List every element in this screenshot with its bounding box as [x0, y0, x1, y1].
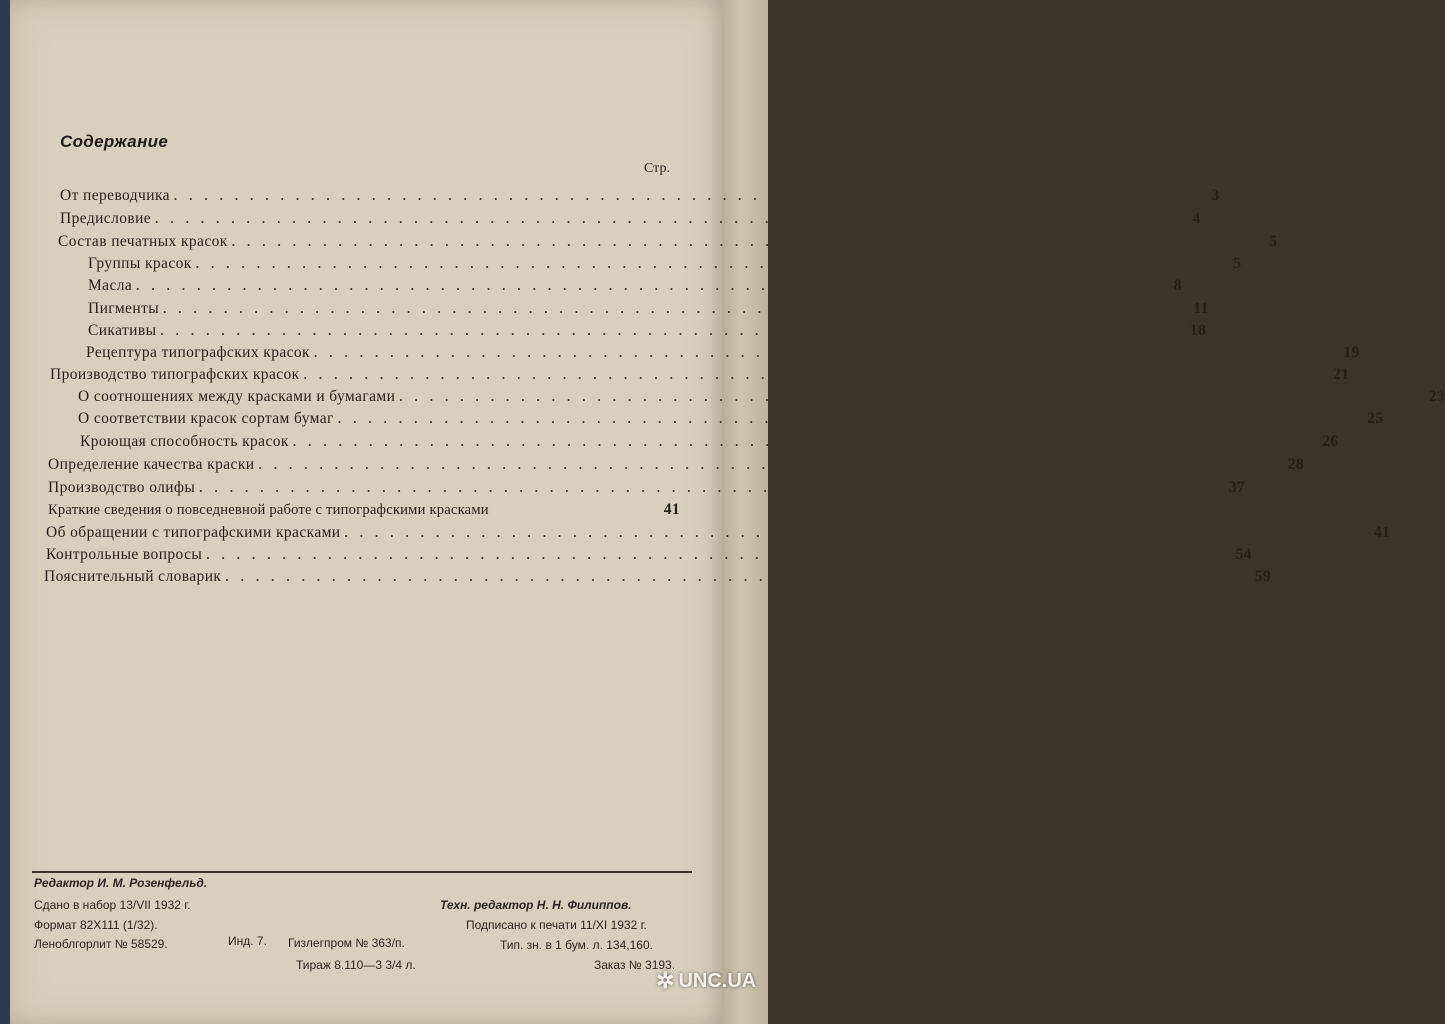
toc-entry	[60, 187, 1220, 209]
toc-entry-title: Пояснительный словарик	[44, 568, 222, 585]
toc-leader: ...................................................................	[173, 188, 1196, 203]
toc-entry-page: 5	[1233, 255, 1242, 272]
toc-leader: ...................................................................	[155, 211, 1177, 226]
toc-entry-page: 11	[1193, 300, 1209, 317]
imprint-gizlegprom: Гизлегпром № 363/п.	[288, 936, 405, 950]
toc-entry-page: 26	[1322, 433, 1339, 450]
toc-entry-title: Рецептура типографских красок	[86, 344, 310, 361]
imprint-sent-to-set: Сдано в набор 13/VII 1932 г.	[34, 898, 191, 912]
toc-entry-title: Сикативы	[88, 322, 157, 339]
toc-leader: ...................................................................	[337, 411, 1360, 426]
toc-entry-title: О соответствии красок сортам бумаг	[78, 410, 334, 427]
toc-leader: ...................................................................	[399, 389, 1422, 404]
toc-leader: ...................................................................	[206, 547, 1228, 562]
toc-entry-title: Группы красок	[88, 255, 192, 272]
toc-leader: ...................................................................	[258, 457, 1281, 472]
imprint-format: Формат 82Х111 (1/32).	[34, 918, 158, 932]
toc-leader: ...................................................................	[344, 525, 1367, 540]
imprint-tirazh: Тираж 8.110—3 3/4 л.	[296, 958, 416, 972]
toc-entry-title: От переводчика	[60, 187, 170, 204]
toc-entry-page: 19	[1343, 344, 1360, 361]
toc-leader: ...................................................................	[163, 301, 1185, 316]
toc-leader: ...................................................................	[199, 480, 1221, 495]
toc-entry	[48, 501, 680, 523]
toc-entry	[44, 568, 1272, 590]
toc-entry-page: 23	[1428, 388, 1445, 405]
imprint-index: Инд. 7.	[228, 934, 267, 948]
imprint-editor: Редактор И. М. Розенфельд.	[34, 876, 208, 890]
toc-entry-page: 41	[1373, 524, 1391, 541]
toc-entry-page: 54	[1235, 546, 1252, 563]
toc-entry	[86, 344, 1360, 366]
toc-entry-title: Об обращении с типографскими красками	[46, 524, 341, 541]
watermark	[656, 968, 756, 994]
toc-entry	[46, 524, 1391, 546]
toc-entry	[78, 410, 1384, 432]
toc-entry	[88, 255, 1242, 277]
imprint-tech-editor: Техн. редактор Н. Н. Филиппов.	[440, 898, 632, 912]
toc-entry	[80, 433, 1339, 455]
toc-entry-page: 28	[1287, 456, 1305, 473]
toc-entry-page: 59	[1254, 568, 1272, 585]
toc-entry-page: 25	[1367, 410, 1384, 427]
toc-entry-page: 4	[1192, 210, 1201, 227]
toc-entry	[48, 456, 1305, 478]
toc-entry	[46, 546, 1252, 568]
toc-entry	[50, 366, 1350, 388]
toc-entry-page: 21	[1333, 366, 1350, 383]
toc-entry-title: О соотношениях между красками и бумагами	[78, 388, 396, 405]
toc-entry	[88, 322, 1207, 344]
imprint-signed: Подписано к печати 11/XI 1932 г.	[466, 918, 647, 932]
toc-entry-page: 18	[1189, 322, 1207, 339]
toc-entry-title: Производство типографских красок	[50, 366, 300, 383]
toc-entry	[78, 388, 1445, 410]
toc-entry-title: Контрольные вопросы	[46, 546, 203, 563]
imprint-typ-zn: Тип. зн. в 1 бум. л. 134,160.	[500, 938, 653, 952]
toc-leader: ...................................................................	[231, 234, 1254, 249]
toc-entry-title: Определение качества краски	[48, 456, 255, 473]
toc-entry	[60, 210, 1201, 232]
toc-leader: ...................................................................	[136, 278, 1158, 293]
toc-leader: ...................................................................	[225, 569, 1248, 584]
toc-entry	[58, 233, 1278, 255]
toc-entry-page: 41	[663, 501, 680, 518]
toc-entry-title: Масла	[88, 277, 133, 294]
page-title: Содержание	[60, 132, 169, 151]
page-column-label: Стр.	[644, 161, 670, 176]
watermark-text: UNC.UA	[678, 969, 757, 992]
toc-entry-title: Краткие сведения о повседневной работе с типографскими красками	[48, 502, 489, 518]
toc-entry-page: 5	[1269, 233, 1278, 250]
toc-entry-title: Производство олифы	[48, 479, 196, 496]
toc-leader: ...................................................................	[160, 323, 1183, 338]
imprint-lengorlit: Леноблгорлит № 58529.	[34, 937, 168, 951]
toc-entry-page: 3	[1211, 187, 1220, 204]
toc-leader: ...................................................................	[303, 367, 1326, 382]
toc-entry	[88, 277, 1182, 299]
toc-leader: ...................................................................	[292, 434, 1315, 449]
imprint-divider	[32, 871, 692, 873]
snowflake-icon: ✲	[656, 968, 675, 993]
toc-entry-title: Состав печатных красок	[58, 233, 228, 250]
toc-entry-page: 8	[1173, 277, 1182, 294]
toc-leader: ...................................................................	[313, 345, 1336, 360]
toc-entry-title: Пигменты	[88, 300, 160, 317]
toc-entry	[88, 300, 1209, 322]
toc-entry-page: 37	[1228, 479, 1245, 496]
toc-entry-title: Кроющая способность красок	[80, 433, 289, 450]
imprint-order: Заказ № 3193.	[594, 958, 676, 972]
toc-leader: ...................................................................	[195, 256, 1218, 271]
toc-entry	[48, 479, 1245, 501]
toc-entry-title: Предисловие	[60, 210, 152, 227]
